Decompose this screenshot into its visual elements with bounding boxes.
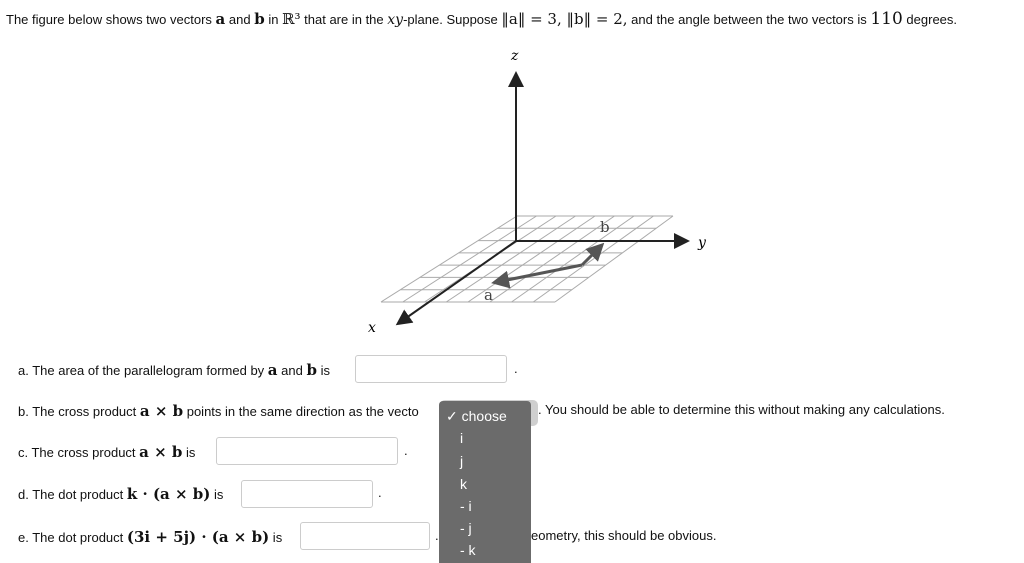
cross-product-input[interactable] bbox=[216, 437, 398, 465]
hint-text: . You should be able to determine this without making any calculations. bbox=[538, 402, 945, 417]
text: in bbox=[264, 12, 283, 27]
angle: 110 bbox=[870, 9, 903, 29]
text: e. The dot product bbox=[18, 530, 127, 545]
option-j[interactable]: j bbox=[460, 453, 464, 469]
text: c. The cross product bbox=[18, 445, 140, 460]
option-choose[interactable]: ✓ choose bbox=[446, 408, 507, 424]
b-label: b bbox=[600, 218, 610, 236]
option-i[interactable]: i bbox=[460, 430, 464, 446]
text: is bbox=[269, 530, 283, 545]
x-label: x bbox=[368, 320, 376, 336]
text: and the angle between the two vectors is bbox=[627, 12, 871, 27]
norms: ‖a‖ = 3, ‖b‖ = 2, bbox=[501, 10, 628, 28]
question-e bbox=[18, 528, 282, 546]
period: . bbox=[378, 485, 382, 500]
option-neg-k[interactable]: - k bbox=[460, 542, 476, 558]
question-b bbox=[18, 402, 439, 420]
question-d bbox=[18, 485, 223, 503]
dot-product: k · (a × b) bbox=[126, 485, 211, 503]
option-neg-i[interactable]: - i bbox=[460, 498, 472, 514]
vector-a: a bbox=[215, 10, 226, 28]
period: . bbox=[404, 443, 408, 458]
text: degrees. bbox=[902, 12, 958, 27]
option-neg-j[interactable]: - j bbox=[460, 520, 472, 536]
text: that are in the bbox=[300, 12, 388, 27]
text: points in the same direction as the vecto bbox=[183, 404, 419, 419]
text: d. The dot product bbox=[18, 487, 127, 502]
vector-b: b bbox=[306, 361, 317, 379]
period: . bbox=[514, 361, 518, 376]
xy: xy bbox=[387, 12, 404, 28]
dot-product: (3i + 5j) · (a × b) bbox=[126, 528, 270, 546]
text: b. The cross product bbox=[18, 404, 140, 419]
figure-bg bbox=[363, 40, 720, 340]
area-input[interactable] bbox=[355, 355, 507, 383]
text: -plane. Suppose bbox=[403, 12, 502, 27]
ij-dot-input[interactable] bbox=[300, 522, 430, 550]
y-label: y bbox=[698, 235, 706, 251]
text: is bbox=[182, 445, 196, 460]
a-label: a bbox=[484, 286, 493, 304]
cross-product: a × b bbox=[139, 402, 184, 420]
cross-product: a × b bbox=[139, 443, 183, 461]
question-c bbox=[18, 443, 195, 461]
r3: ℝ³ bbox=[282, 10, 301, 28]
hint-text: eometry, this should be obvious. bbox=[531, 528, 717, 543]
k-dot-input[interactable] bbox=[241, 480, 373, 508]
text: and bbox=[277, 363, 307, 378]
text: a. The area of the parallelogram formed by bbox=[18, 363, 268, 378]
option-k[interactable]: k bbox=[460, 476, 467, 492]
text: is bbox=[316, 363, 330, 378]
question-a bbox=[18, 361, 330, 379]
vector-a: a bbox=[267, 361, 278, 379]
text: and bbox=[225, 12, 255, 27]
dropdown-menu bbox=[439, 401, 531, 563]
period: . bbox=[435, 528, 439, 543]
z-label: z bbox=[511, 48, 519, 64]
vector-b: b bbox=[254, 10, 265, 28]
text: is bbox=[210, 487, 224, 502]
text: The figure below shows two vectors bbox=[6, 12, 216, 27]
